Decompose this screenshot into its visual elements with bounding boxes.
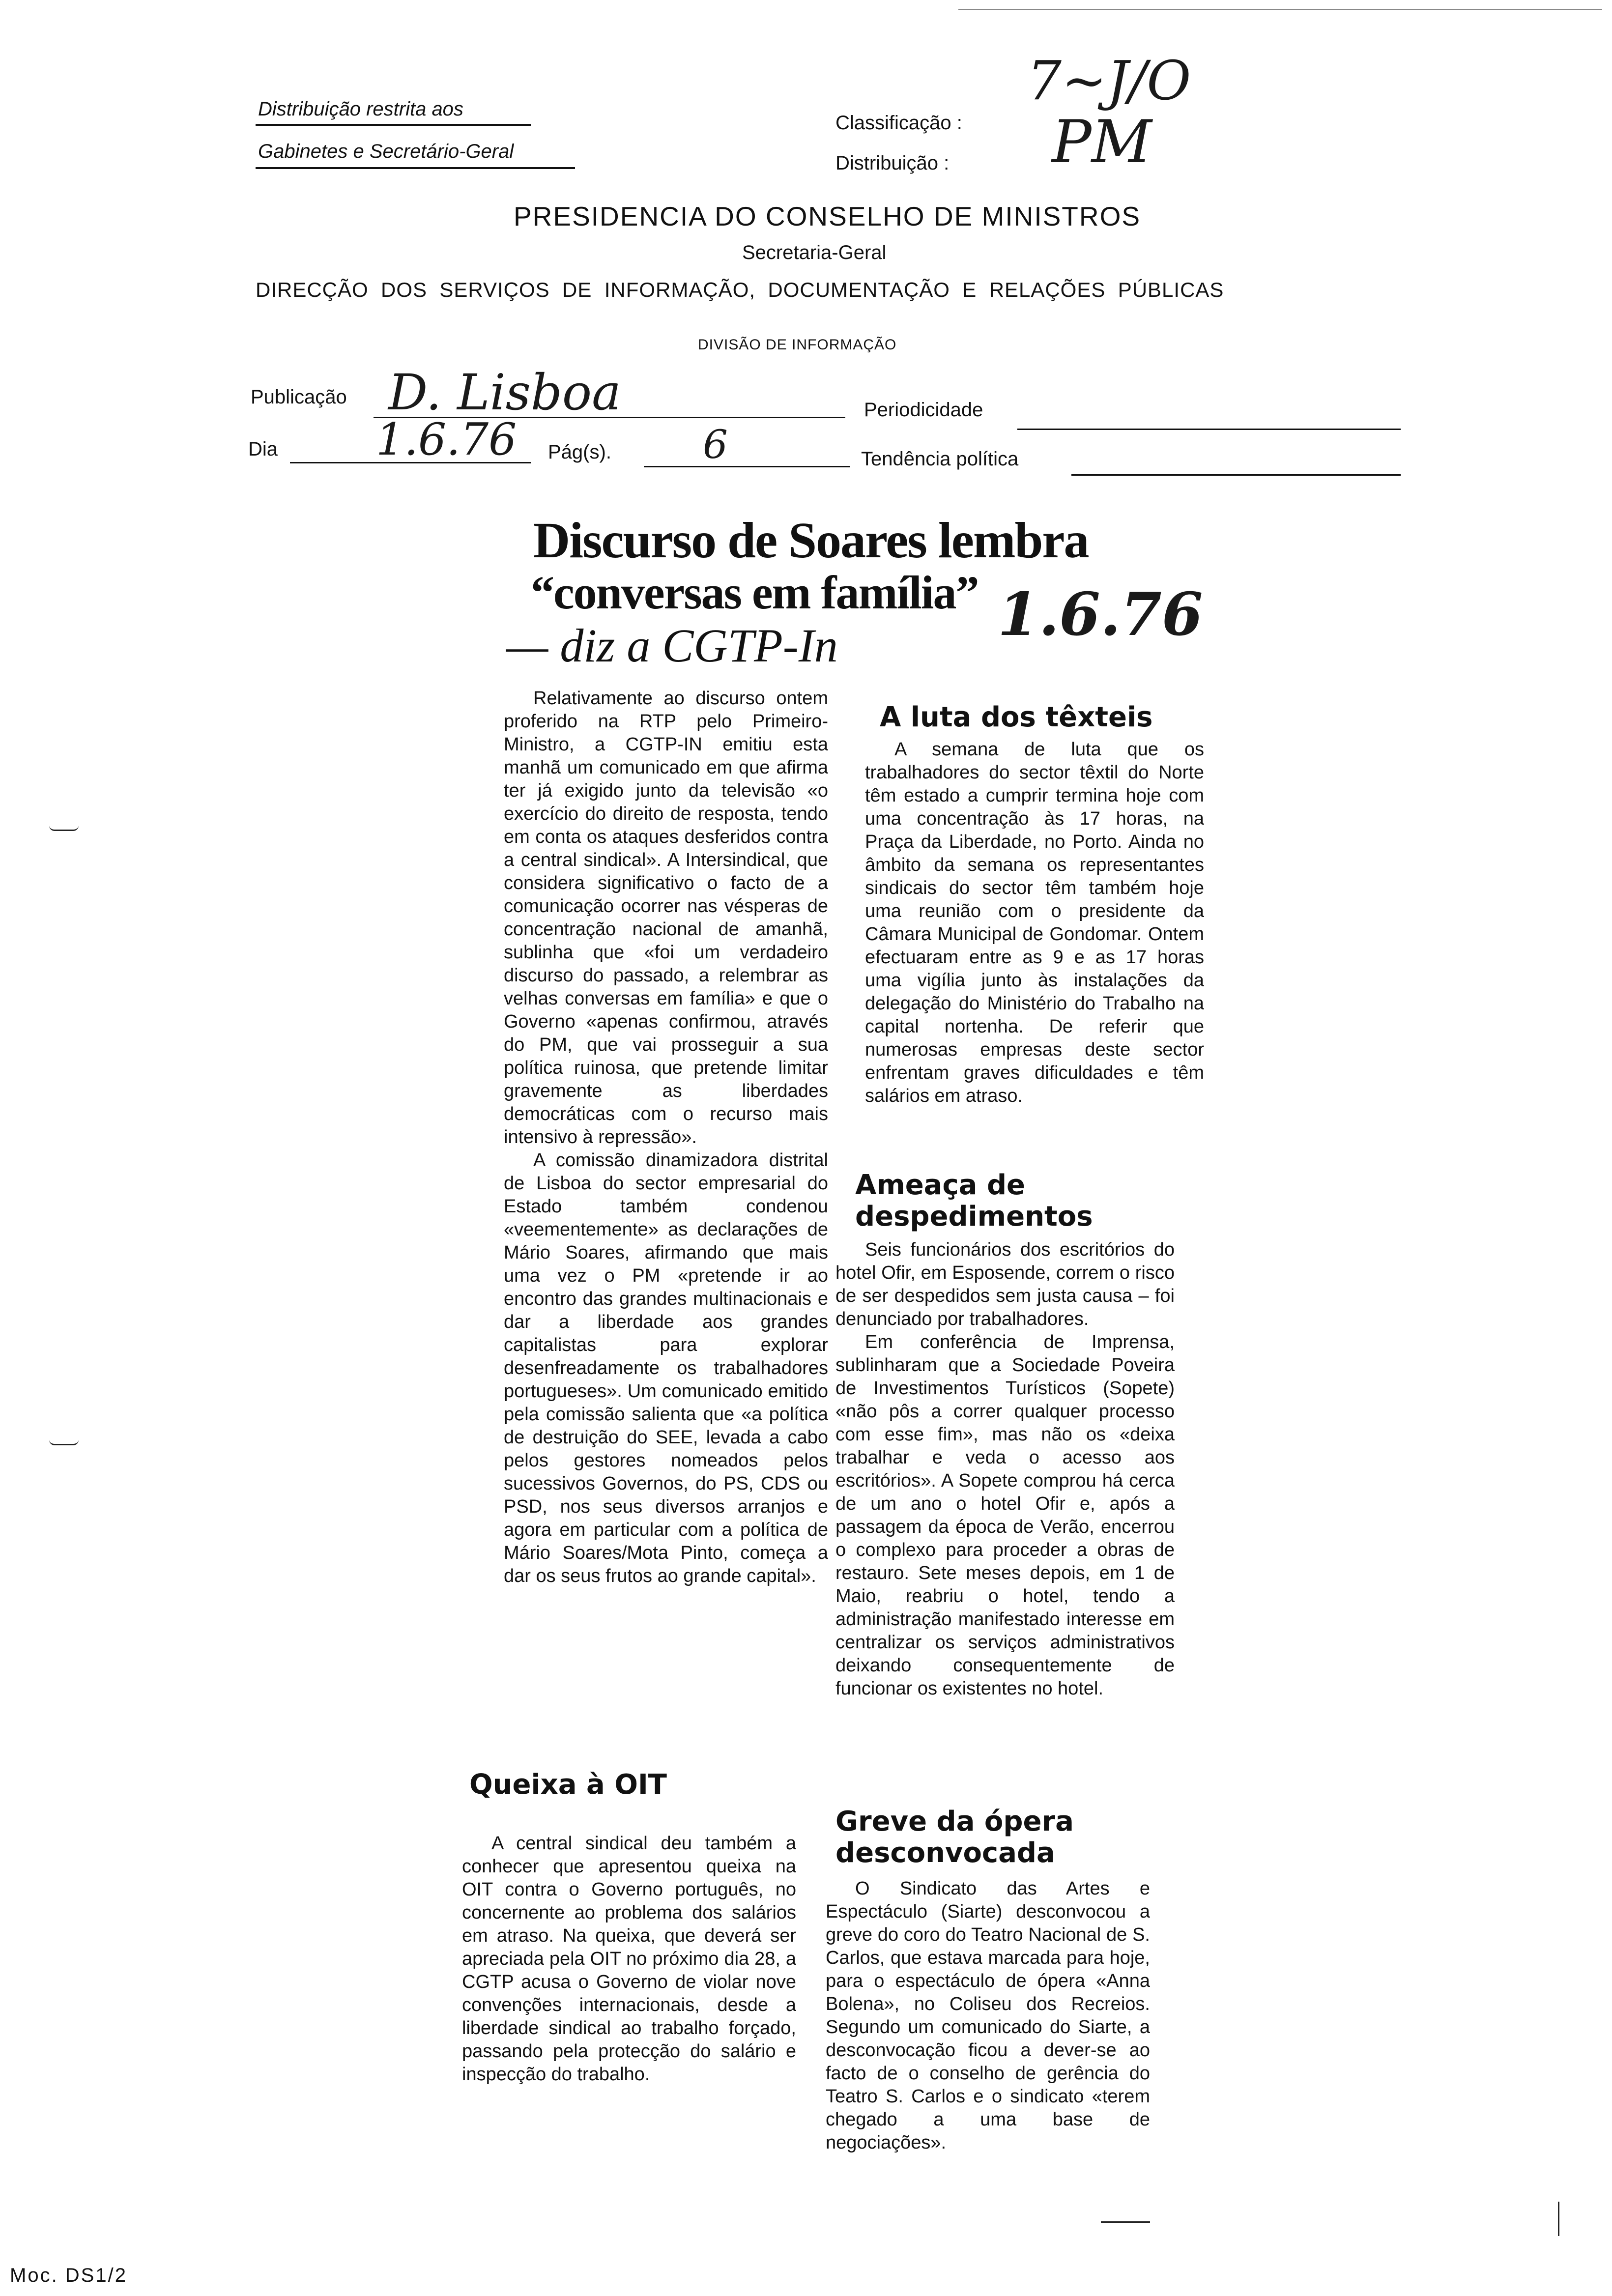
greve-text xyxy=(826,1877,1150,2154)
pag-label: Pág(s). xyxy=(548,441,611,463)
pag-value: 6 xyxy=(703,422,728,467)
tendencia-label: Tendência política xyxy=(861,448,1019,470)
margin-mark-left-1 xyxy=(49,826,79,831)
form-code: Moc. DS1/2 xyxy=(10,2265,127,2286)
ameaca-paragraph-1: Seis funcionários dos escritórios do hotel Ofir, em Esposende, correm o risco de ser despedidos sem justa causa – foi denunciado por trabalhadores. xyxy=(835,1239,1175,1329)
periodicidade-label: Periodicidade xyxy=(864,399,983,421)
queixa-text xyxy=(462,1832,796,2086)
margin-mark-right xyxy=(1558,2202,1559,2236)
queixa-paragraph: A central sindical deu também a conhecer que apresentou queixa na OIT contra o Governo português, no concernente ao problema dos salários em atraso. Na queixa, que deverá ser apreciada pela OIT no próximo dia 28, a CGTP acusa o Governo de violar nove convenções internacionais, desde a liberdade sindical ao trabalho forçado, passando pela protecção do salário e inspecção do trabalho. xyxy=(462,1833,796,2085)
ameaca-paragraph-2: Em conferência de Imprensa, sublinharam que a Sociedade Poveira de Investimentos Turísticos (Sopete) «não pôs a correr qualquer processo com esse fim», mas não os «deixa trabalhar e veda o acesso aos escritórios». A Sopete comprou há cerca de um ano o hotel Ofir e, após a passagem da época de Verão, encerrou o complexo para proceder a obras de restauro. Sete meses depois, em 1 de Maio, reabriu o hotel, tendo a administração manifestado interesse em centralizar os serviços administrativos deixando consequentemente de funcionar os existentes no hotel. xyxy=(835,1332,1175,1699)
queixa-title: Queixa à OIT xyxy=(469,1769,667,1801)
publicacao-label: Publicação xyxy=(251,386,347,408)
distribution-underline-1 xyxy=(256,124,531,126)
distribution-underline-2 xyxy=(256,167,575,169)
ameaca-text xyxy=(835,1238,1175,1700)
article-headline-line-2: “conversas em família” xyxy=(531,566,979,619)
tendencia-line xyxy=(1071,474,1401,476)
texteis-paragraph: A semana de luta que os trabalhadores do sector têxtil do Norte têm estado a cumprir termina hoje com uma concentração às 17 horas, na Praça da Liberdade, no Porto. Ainda no âmbito da semana os representantes sindicais do sector têm também hoje uma reunião com o presidente da Câmara Municipal de Gondomar. Ontem efectuaram entre as 9 e as 17 horas uma vigília junto às instalações da delegação do Ministério do Trabalho na capital nortenha. De referir que numerosas empresas deste sector enfrentam graves dificuldades e têm salários em atraso. xyxy=(865,739,1204,1106)
texteis-title: A luta dos têxteis xyxy=(880,701,1153,733)
distribution-line-2: Gabinetes e Secretário-Geral xyxy=(258,141,514,162)
handwritten-date-annotation: 1.6.76 xyxy=(998,580,1203,649)
division: DIVISÃO DE INFORMAÇÃO xyxy=(698,337,897,353)
left-paragraph-2: A comissão dinamizadora distrital de Lisboa do sector empresarial do Estado também condenou «veementemente» as declarações de Mário Soares, afirmando que mais uma vez o PM «pretende ir ao encontro das grandes multinacionais e dar a liberdade aos grandes capitalistas para explorar desenfreadamente os trabalhadores portugueses». Um comunicado emitido pela comissão salienta que «a política de destruição do SEE, levada a cabo pelos gestores nomeados pelos sucessivos Governos, do PS, CDS ou PSD, nos seus diversos arranjos e agora em particular com a política de Mário Soares/Mota Pinto, começa a dar os seus frutos ao grande capital». xyxy=(504,1150,828,1586)
greve-title: Greve da ópera desconvocada xyxy=(835,1806,1074,1869)
org-subtitle: Secretaria-Geral xyxy=(742,242,887,263)
ameaca-title: Ameaça de despedimentos xyxy=(855,1169,1093,1233)
org-title: PRESIDENCIA DO CONSELHO DE MINISTROS xyxy=(514,201,1141,231)
handwritten-annotation-top: 7~J/O xyxy=(1027,49,1191,112)
periodicidade-line xyxy=(1017,429,1401,430)
texteis-text xyxy=(865,738,1204,1108)
distribuicao-label: Distribuição : xyxy=(835,152,950,174)
left-paragraph-1: Relativamente ao discurso ontem proferido na RTP pelo Primeiro-Ministro, a CGTP-IN emitiu esta manhã um comunicado em que afirma ter já exigido junto da televisão «o exercício do direito de resposta, tendo em conta os ataques desferidos contra a central sindical». A Intersindical, que considera significativo o facto de a comunicação ocorrer nas vésperas de concentração nacional de amanhã, sublinha que «foi um verdadeiro discurso do passado, a relembrar as velhas conversas em família» e que o Governo «apenas confirmou, através do PM, que vai prosseguir a sua política ruinosa, que pretende limitar gravemente as liberdades democráticas com o recurso mais intensivo à repressão». xyxy=(504,688,828,1148)
handwritten-annotation-pm: PM xyxy=(1052,108,1152,176)
left-column xyxy=(504,687,828,1588)
greve-paragraph: O Sindicato das Artes e Espectáculo (Siarte) desconvocou a greve do coro do Teatro Nacional de S. Carlos, que estava marcada para hoje, para o espectáculo de ópera «Anna Bolena», no Coliseu dos Recreios. Segundo um comunicado do Siarte, a desconvocação ficou a dever-se ao facto de o conselho de gerência do Teatro S. Carlos e o sindicato «terem chegado a uma base de negociações». xyxy=(826,1878,1150,2153)
classificacao-label: Classificação : xyxy=(835,112,962,134)
bottom-dash-mark xyxy=(1101,2221,1150,2223)
margin-mark-left-2 xyxy=(49,1440,79,1445)
dia-value: 1.6.76 xyxy=(376,414,517,465)
article-headline-line-3: — diz a CGTP-In xyxy=(506,619,838,672)
dia-label: Dia xyxy=(248,438,278,460)
scan-artifact-line xyxy=(958,9,1602,10)
publicacao-value: D. Lisboa xyxy=(388,364,621,421)
pag-line xyxy=(644,466,850,467)
article-headline-line-1: Discurso de Soares lembra xyxy=(533,512,1089,569)
directorate: DIRECÇÃO DOS SERVIÇOS DE INFORMAÇÃO, DOCUMENTAÇÃO E RELAÇÕES PÚBLICAS xyxy=(256,278,1224,301)
distribution-line-1: Distribuição restrita aos xyxy=(258,98,463,120)
